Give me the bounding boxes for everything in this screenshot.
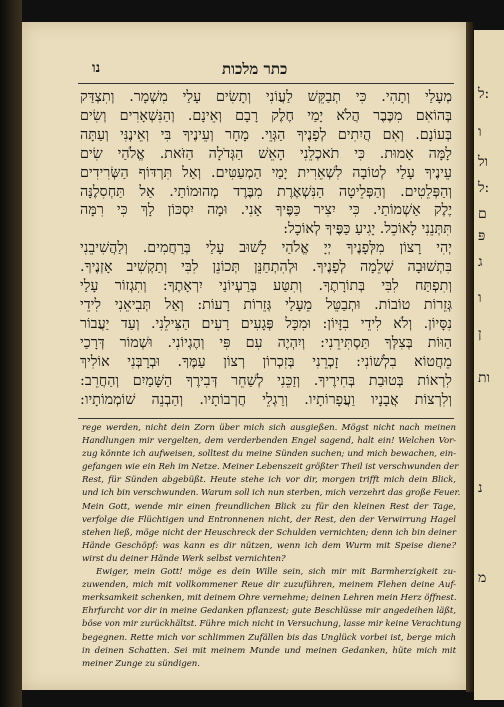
facing-page-fragment: ן <box>478 326 482 342</box>
hebrew-line: בְּעוֹנָם. וְאִם הֲיִתִים לְפָנֶיךָ הַגְּוֵי. מָחָר וְעֵינֶיךָ בִּי וְאֵינֶנִּי וְעַתָּה <box>80 126 452 143</box>
german-line: böse von mir zurückhältst. Führe mich nicht in Versuchung, lasse mir keine Verachtung <box>82 619 462 630</box>
hebrew-line: יֶלֶק אַשְׁמוֹתַי. כִּי יִצִיר כַּפֶּיךָ אָנִי. וּמָה יִסְכּוֹן לָךְ כִּי רִמָּה <box>80 202 452 219</box>
hebrew-line: גְּזֵרוֹת טוֹבוֹת. וּתְבַטֵּל מֵעָלַי גְּזֵרוֹת רָעוֹת: וְאַל תְּבִיאֵנִי לִידֵי <box>80 296 452 313</box>
facing-page-fragment: ו <box>478 290 482 306</box>
facing-page-fragment: פּ <box>478 228 486 244</box>
book-gutter <box>466 22 474 692</box>
facing-page-fragment: ו <box>478 124 482 140</box>
facing-page-fragment: ות <box>478 370 491 386</box>
hebrew-line: נִסָּיוֹן. וְלֹא לִידֵי בִזָּיוֹן: וּמִכָּל פְּגָעִים רָעִים הַצִּילֵנִי. וְעַד יַעֲבוֹר <box>80 315 452 332</box>
german-line: Ehrfurcht vor dir in meine Gedanken pflanzest; gute Beschlüsse mir angedeihen läßt, <box>82 606 456 617</box>
german-line: verfolge die Flüchtigen und Entronnenen nicht, der Rest, den der Verwirrung Hagel <box>82 514 456 525</box>
book-left-edge <box>0 0 22 707</box>
german-line: und ich bin verschwunden. Warum soll ich nun sterben, mich verzehrt das große Feuer. <box>82 488 461 499</box>
facing-page-fragment: :ל <box>478 180 490 196</box>
german-line: rege werden, nicht dein Zorn über mich sich ausgießen. Mögst nicht nach meinen <box>82 423 456 433</box>
german-line: zug könnte ich aufweisen, solltest du meine Sünden suchen; und mich bewachen, ein- <box>82 449 456 460</box>
hebrew-line: וְלִרְצוֹת אֲבָנָיו וַעֲפָרוֹתָיו. וְרַגְלֵי חֲרְבוֹתָיו. וְהַבְנֵה שׁוֹמְמוֹתָיו: <box>80 391 452 408</box>
section-divider <box>78 418 454 419</box>
facing-page-fragment: ם <box>478 206 487 222</box>
header-rule <box>78 83 454 84</box>
german-line: begegnen. Rette mich vor schlimmen Zufällen bis das Unglück vorbei ist, berge mich <box>82 632 456 643</box>
facing-page-fragment: נ <box>478 480 483 496</box>
facing-page-fragment: :ל <box>478 86 490 102</box>
hebrew-line: תִּתְּנֵנִי לָאוֹכֵל. יָגִיעַ כַּפֶּיךָ לְאוֹכָל: <box>283 221 452 238</box>
facing-page-fragment: ג <box>478 254 483 270</box>
german-line: Ewiger, mein Gott! möge es dein Wille sein, sich mir mit Barmherzigkeit zu- <box>96 567 456 578</box>
hebrew-line: עֵינֶיךָ עָלַי לְטוֹבָה לִשְׁאֵרִית יָמַי הַמְעַטִּים. וְאַל תִּרְדּוֹף הַשְּׂרִידִים <box>80 164 452 181</box>
german-line: Mein Gott, wende mir einen freundlichen Blick zu für den kleinen Rest der Tage, <box>82 501 456 512</box>
hebrew-line: מֵחֲטוֹא בִלְשׁוֹנִי: זָכְרֵנִי בְּזִכְרוֹן רְצוֹן עַמֶּךָ. וּבְרָבְּנִי אוֹלִיךְ <box>80 353 452 370</box>
hebrew-text-block <box>80 88 452 409</box>
hebrew-line: בִּתְשׁוּבָה שְׁלֵמָה לְפָנֶיךָ. וּלְהִתְחַנֵּן תְּכוֹנֵן לִבִּי וְתַקְשִׁיב אָזְנֶיךָ. <box>80 259 452 276</box>
hebrew-line: הַוּוֹת בְּצִלְּךָ תַּסְתִּירֵנִי: וְיִהְיֶה עִם פִּי וְהֶגְיוֹנִי. וּשְׁמוֹר דְּרָכַי <box>80 334 452 351</box>
german-line: merksamkeit schenken, mit deinem Ohre vernehme; deinen Lehren mein Herz öffnest. <box>82 593 457 604</box>
hebrew-line: וְתִפְתַּח לִבִּי בְּתוֹרָתֶךָ. וְתִטַּע בְּרַעְיוֹנַי יִרְאָתֶךָ: וְתִגְזוֹר עָלַי <box>80 278 452 295</box>
hebrew-line: מְעָלַי וְתָהִי. כִּי תְבַקֵּשׁ לַעֲוֹנִי וְתָשִׂים עָלַי מִשְׁמָר. וְתִצְדַּק <box>80 89 452 105</box>
hebrew-line: לָמָּה אָמוּת. כִּי תֹאכְלֵנִי הָאֵשׁ הַגְּדֹלָה הַזֹּאת. אֱלֹהַי שִׂים <box>80 145 452 162</box>
hebrew-line: לִרְאוֹת בְּטוּבַת בְּחִירֶיךָ. וְזַכֵּנִי לְשַׁחֵר דְּבִירֶךָ הַשָּׁמַיִם וְהַחֲרֵב: <box>80 372 452 389</box>
page-header <box>22 60 466 80</box>
hebrew-line: וְהַפְּלֵטִים. וְהַפְּלֵיטָה הַנִּשְׁאֶרֶת מִבֶּרֶד מְהוּמוֹתַי. אַל תַּחְסִלֶנָּה <box>80 183 452 200</box>
german-line: gefangen wie ein Reh im Netze. Meiner Lebenszeit größter Theil ist verschwunden der <box>82 462 459 473</box>
german-line: in deinen Schatten. Sei mit meinem Munde und meinen Gedanken, hüte mich mit <box>82 645 456 656</box>
book-page <box>22 22 466 690</box>
german-line: wirst du deiner Hände Werk selbst vernichten? <box>82 553 286 564</box>
hebrew-line: יְהִי רָצוֹן מִלְּפָנֶיךָ יְיָ אֱלֹהַי לָשׁוּב עָלַי בְּרַחֲמִים. וְלַהֲשִׁיבֵנִי <box>80 240 452 257</box>
german-line: Rest, für Sünden abgebüßt. Heute stehe ich vor dir, morgen trifft mich dein Blick, <box>82 475 456 486</box>
running-title: כתר מלכות <box>222 60 288 78</box>
german-line: Handlungen mir vergelten, dem verderbenden Engel sagend, halt ein! Welchen Vor- <box>82 436 456 447</box>
german-line: stehen ließ, möge nicht der Heuschreck der Schulden vernichten; denn ich bin deiner <box>82 527 456 538</box>
page-number: נו <box>92 60 101 76</box>
facing-page-fragment: ול <box>478 154 489 170</box>
german-line: Hände Geschöpf: was kann es dir nützen, wenn ich dem Wurm mit Speise diene? <box>82 540 456 551</box>
german-line: meiner Zunge zu sündigen. <box>82 658 200 669</box>
german-line: zuwenden, mich mit vollkommener Reue dir zuzuführen, meinem Flehen deine Auf- <box>82 580 456 591</box>
hebrew-line: בְּהוֹאִם מִכֶּבֶר הֲלֹא יָמַי חֶלֶק רָבָם וְאֵינָם. וְהַנִּשְׁאָרִים וְשִׂים <box>80 107 452 124</box>
facing-page-edge <box>474 30 504 700</box>
german-translation-block <box>82 422 462 671</box>
facing-page-fragment: מ <box>478 570 487 586</box>
